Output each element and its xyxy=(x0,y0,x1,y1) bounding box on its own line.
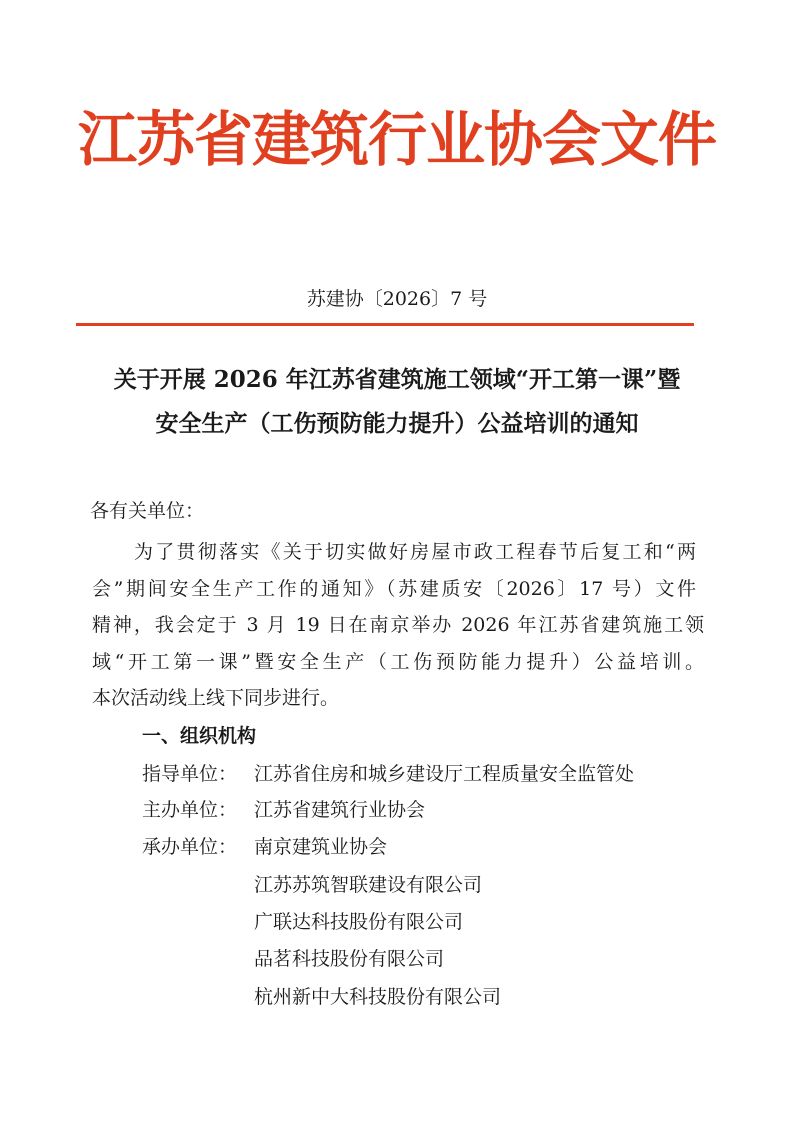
document-masthead: 江苏省建筑行业协会文件 xyxy=(77,105,716,174)
red-divider-rule xyxy=(76,323,694,326)
organizer-unit-item: 杭州新中大科技股份有限公司 xyxy=(254,986,502,1008)
organizer-unit-value: 南京建筑业协会 xyxy=(254,836,388,858)
section-heading-organization: 一、组织机构 xyxy=(142,725,257,747)
salutation: 各有关单位： xyxy=(90,500,205,522)
organizer-unit-label: 承办单位： xyxy=(142,836,238,858)
host-unit-value: 江苏省建筑行业协会 xyxy=(254,799,426,821)
body-paragraph-line: 本次活动线上线下同步进行。 xyxy=(92,687,340,709)
notice-title-line-1: 关于开展 2026 年江苏省建筑施工领域“开工第一课”暨 xyxy=(113,366,681,393)
host-unit-row xyxy=(142,796,425,824)
organizer-unit-item: 广联达科技股份有限公司 xyxy=(254,911,464,933)
body-paragraph-line: 为了贯彻落实《关于切实做好房屋市政工程春节后复工和“两 xyxy=(134,541,696,563)
guide-unit-row xyxy=(142,760,634,788)
body-paragraph-line: 会”期间安全生产工作的通知》（苏建质安〔2026〕17 号）文件 xyxy=(92,578,696,600)
organizer-unit-item: 品茗科技股份有限公司 xyxy=(254,948,445,970)
body-paragraph-line: 精神，我会定于 3 月 19 日在南京举办 2026 年江苏省建筑施工领 xyxy=(92,614,704,636)
document-number: 苏建协〔2026〕7 号 xyxy=(306,288,488,310)
host-unit-label: 主办单位： xyxy=(142,799,238,821)
organizer-unit-item: 江苏苏筑智联建设有限公司 xyxy=(254,874,483,896)
organizer-unit-row xyxy=(142,833,387,861)
guide-unit-label: 指导单位： xyxy=(142,763,238,785)
guide-unit-value: 江苏省住房和城乡建设厅工程质量安全监管处 xyxy=(254,763,635,785)
body-paragraph-line: 域“开工第一课”暨安全生产（工伤预防能力提升）公益培训。 xyxy=(92,651,704,673)
notice-title-line-2: 安全生产（工伤预防能力提升）公益培训的通知 xyxy=(155,410,639,437)
